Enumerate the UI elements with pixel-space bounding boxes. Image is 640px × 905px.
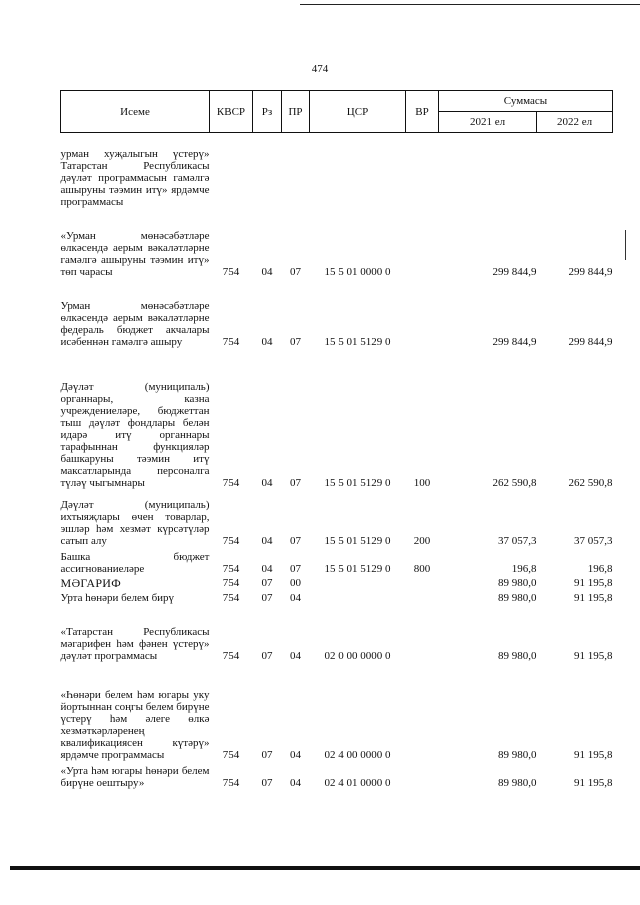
row-vr: 200	[413, 534, 431, 547]
row-kvsr: 754	[222, 776, 240, 789]
row-rz: 04	[261, 534, 273, 547]
scan-edge-mark	[625, 230, 626, 260]
row-vr: 800	[413, 562, 431, 575]
row-csr: 02 4 01 0000 0	[324, 776, 391, 789]
row-csr: 15 5 01 5129 0	[324, 335, 391, 348]
row-kvsr: 754	[222, 534, 240, 547]
row-sum-2021: 89 980,0	[498, 776, 537, 789]
row-sum-2022: 91 195,8	[574, 649, 613, 662]
table-row	[61, 575, 613, 589]
row-rz: 07	[261, 748, 273, 761]
row-kvsr	[210, 133, 253, 208]
budget-table	[60, 90, 613, 789]
row-pr: 07	[290, 562, 301, 575]
table-row	[61, 133, 613, 208]
row-pr: 07	[290, 476, 301, 489]
row-csr	[310, 575, 406, 589]
row-sum-2022: 196,8	[587, 562, 613, 575]
table-row	[61, 547, 613, 575]
row-name: «Урман мөнәсәбәтләре өлкәсендә аерым вәкаләтләрне гамәлгә ашыруны тәэмин итү» төп чарасы	[60, 229, 210, 278]
row-pr: 07	[290, 534, 301, 547]
header-pr: ПР	[282, 91, 310, 133]
row-vr	[406, 761, 439, 789]
row-pr: 04	[290, 591, 301, 604]
row-kvsr: 754	[222, 576, 240, 589]
scan-edge-line-top	[300, 4, 640, 5]
table-row	[61, 348, 613, 489]
table-row	[61, 589, 613, 604]
row-kvsr: 754	[222, 476, 240, 489]
row-sum-2021: 89 980,0	[498, 576, 537, 589]
row-sum-2022: 299 844,9	[568, 335, 613, 348]
row-pr: 07	[290, 335, 301, 348]
row-pr: 04	[290, 748, 301, 761]
row-name: «Һөнәри белем һәм югары уку йортыннан соңгы белем бирүне үстерү һәм әлеге өлкә хезмәткәрләренең квалификациясен күтәрү» ярдәмче программасы	[60, 688, 210, 761]
row-kvsr: 754	[222, 265, 240, 278]
row-name: «Урта һәм югары һөнәри белем бирүне оештыру»	[60, 764, 210, 789]
row-name: МӘГАРИФ	[60, 575, 122, 590]
table-row	[61, 489, 613, 547]
row-rz: 04	[261, 562, 273, 575]
row-kvsr: 754	[222, 562, 240, 575]
row-pr: 07	[290, 265, 301, 278]
row-sum-2022: 262 590,8	[568, 476, 613, 489]
scan-edge-line-bottom	[10, 866, 640, 870]
header-vr: ВР	[406, 91, 439, 133]
row-kvsr: 754	[222, 649, 240, 662]
row-sum-2021: 89 980,0	[498, 591, 537, 604]
header-year-2022: 2022 ел	[537, 112, 613, 133]
row-name: «Татарстан Республикасы мәгарифен һәм фәнен үстерү» дәүләт программасы	[60, 625, 210, 662]
table-row	[61, 208, 613, 278]
row-rz: 07	[261, 591, 273, 604]
row-name: Дәүләт (муниципаль) органнары, казна учреждениеләре, бюджеттан тыш дәүләт фондлары белән идарә итү органнары тарафыннан функцияләр башкаруны тәэмин итү максатларында персоналга түләү чыгымнары	[60, 380, 210, 489]
row-rz: 04	[261, 476, 273, 489]
row-sum-2022: 299 844,9	[568, 265, 613, 278]
page-number: 474	[311, 63, 329, 75]
table-row	[61, 604, 613, 662]
row-sum-2021: 37 057,3	[498, 534, 537, 547]
row-csr	[310, 589, 406, 604]
row-name: Урта һөнәри белем бирү	[60, 591, 175, 604]
row-csr: 15 5 01 0000 0	[324, 265, 391, 278]
row-sum-2021: 299 844,9	[492, 265, 537, 278]
row-sum-2022: 91 195,8	[574, 576, 613, 589]
row-rz: 07	[261, 649, 273, 662]
row-kvsr: 754	[222, 591, 240, 604]
row-vr	[406, 278, 439, 348]
row-rz	[253, 133, 282, 208]
row-csr	[310, 133, 406, 208]
header-csr: ЦСР	[310, 91, 406, 133]
row-pr: 04	[290, 776, 301, 789]
row-rz: 07	[261, 576, 273, 589]
row-sum-2022	[537, 133, 613, 208]
row-sum-2021: 89 980,0	[498, 649, 537, 662]
row-vr	[406, 133, 439, 208]
row-csr: 02 0 00 0000 0	[324, 649, 391, 662]
header-name: Исеме	[61, 91, 210, 133]
row-kvsr: 754	[222, 335, 240, 348]
row-name: Дәүләт (муниципаль) ихтыяҗлары өчен товарлар, эшләр һәм хезмәт күрсәтүләр сатып алу	[60, 498, 210, 547]
row-vr	[406, 589, 439, 604]
row-sum-2022: 37 057,3	[574, 534, 613, 547]
row-vr	[406, 208, 439, 278]
row-vr	[406, 575, 439, 589]
header-year-2021: 2021 ел	[439, 112, 537, 133]
row-sum-2021: 196,8	[511, 562, 537, 575]
row-name: Башка бюджет ассигнованиеләре	[60, 550, 210, 575]
row-vr: 100	[413, 476, 431, 489]
header-rz: Рз	[253, 91, 282, 133]
header-kvsr: КВСР	[210, 91, 253, 133]
row-kvsr: 754	[222, 748, 240, 761]
row-csr: 02 4 00 0000 0	[324, 748, 391, 761]
row-sum-2022: 91 195,8	[574, 748, 613, 761]
row-rz: 04	[261, 265, 273, 278]
row-sum-2021	[439, 133, 537, 208]
row-name: Урман мөнәсәбәтләре өлкәсендә аерым вәкаләтләрне федераль бюджет акчалары исәбеннән гамәлгә ашыру	[60, 299, 210, 348]
row-sum-2022: 91 195,8	[574, 776, 613, 789]
row-csr: 15 5 01 5129 0	[324, 562, 391, 575]
row-pr: 00	[290, 576, 301, 589]
header-sums: Суммасы	[439, 91, 613, 112]
row-name: урман хуҗалыгын үстерү» Татарстан Республикасы дәүләт программасын гамәлгә ашыруны тәэмин итү» ярдәмче программасы	[60, 147, 210, 208]
table-row	[61, 761, 613, 789]
row-sum-2021: 89 980,0	[498, 748, 537, 761]
row-vr	[406, 604, 439, 662]
row-rz: 04	[261, 335, 273, 348]
table-row	[61, 662, 613, 761]
row-sum-2021: 299 844,9	[492, 335, 537, 348]
row-sum-2022: 91 195,8	[574, 591, 613, 604]
row-sum-2021: 262 590,8	[492, 476, 537, 489]
row-vr	[406, 662, 439, 761]
row-rz: 07	[261, 776, 273, 789]
row-csr: 15 5 01 5129 0	[324, 476, 391, 489]
table-row	[61, 278, 613, 348]
row-pr	[282, 133, 310, 208]
row-pr: 04	[290, 649, 301, 662]
row-csr: 15 5 01 5129 0	[324, 534, 391, 547]
